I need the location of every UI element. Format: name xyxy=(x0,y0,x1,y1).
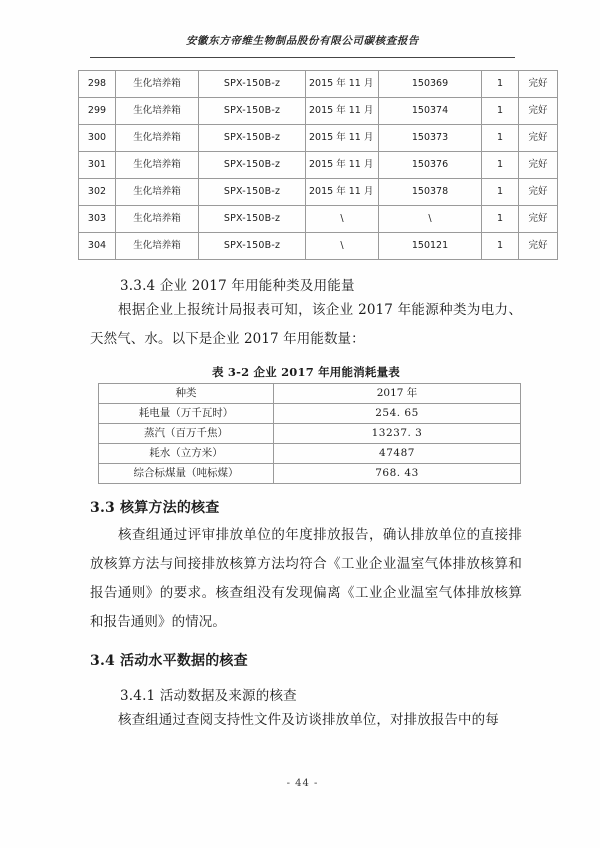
cell-model: SPX-150B-z xyxy=(199,206,306,233)
cell-energy-value: 47487 xyxy=(274,444,521,464)
table-row xyxy=(99,464,521,484)
cell-status: 完好 xyxy=(519,233,558,260)
cell-model: SPX-150B-z xyxy=(199,152,306,179)
section-3-3-paragraph: 核查组通过评审排放单位的年度排放报告，确认排放单位的直接排放核算方法与间接排放核算方法均符合《工业企业温室气体排放核算和报告通则》的要求。核查组没有发现偏离《工业企业温室气体排放核算和报告通则》的情况。 xyxy=(90,527,522,630)
section-heading-3-3-4: 3.3.4 企业 2017 年用能种类及用能量 xyxy=(120,278,355,294)
section-heading-3-4-1: 3.4.1 活动数据及来源的核查 xyxy=(120,688,297,704)
cell-index: 299 xyxy=(79,98,116,125)
cell-status: 完好 xyxy=(519,152,558,179)
section-heading-3-3: 3.3 核算方法的核查 xyxy=(90,500,220,516)
cell-date: 2015 年 11 月 xyxy=(306,152,379,179)
running-header xyxy=(90,33,515,48)
cell-serial: 150369 xyxy=(379,71,482,98)
table-row xyxy=(99,444,521,464)
cell-qty: 1 xyxy=(482,206,519,233)
cell-energy-label: 蒸汽（百万千焦） xyxy=(99,424,274,444)
cell-qty: 1 xyxy=(482,233,519,260)
table-row xyxy=(79,98,558,125)
column-header-category: 种类 xyxy=(99,384,274,404)
cell-model: SPX-150B-z xyxy=(199,233,306,260)
cell-energy-value: 254. 65 xyxy=(274,404,521,424)
cell-serial: 150121 xyxy=(379,233,482,260)
equipment-table-body xyxy=(79,71,558,260)
cell-date: 2015 年 11 月 xyxy=(306,179,379,206)
cell-date: \ xyxy=(306,206,379,233)
cell-energy-value: 768. 43 xyxy=(274,464,521,484)
cell-index: 302 xyxy=(79,179,116,206)
cell-name: 生化培养箱 xyxy=(116,125,199,152)
cell-serial: 150376 xyxy=(379,152,482,179)
cell-energy-label: 综合标煤量（吨标煤） xyxy=(99,464,274,484)
cell-qty: 1 xyxy=(482,125,519,152)
cell-serial: \ xyxy=(379,206,482,233)
cell-energy-value: 13237. 3 xyxy=(274,424,521,444)
table-header-row xyxy=(99,384,521,404)
cell-model: SPX-150B-z xyxy=(199,98,306,125)
table-row xyxy=(99,424,521,444)
cell-name: 生化培养箱 xyxy=(116,206,199,233)
cell-status: 完好 xyxy=(519,125,558,152)
cell-model: SPX-150B-z xyxy=(199,125,306,152)
table-row xyxy=(79,125,558,152)
equipment-inventory-table xyxy=(78,70,558,260)
column-header-year: 2017 年 xyxy=(274,384,521,404)
cell-qty: 1 xyxy=(482,152,519,179)
cell-qty: 1 xyxy=(482,179,519,206)
section-3-3-4-paragraph: 根据企业上报统计局报表可知，该企业 2017 年能源种类为电力、天然气、水。以下是企业 2017 年用能数量： xyxy=(90,302,522,347)
cell-date: 2015 年 11 月 xyxy=(306,125,379,152)
cell-date: 2015 年 11 月 xyxy=(306,98,379,125)
cell-model: SPX-150B-z xyxy=(199,179,306,206)
table-row xyxy=(79,179,558,206)
cell-status: 完好 xyxy=(519,206,558,233)
cell-energy-label: 耗电量（万千瓦时） xyxy=(99,404,274,424)
table-row xyxy=(99,404,521,424)
cell-status: 完好 xyxy=(519,179,558,206)
table-row xyxy=(79,206,558,233)
cell-name: 生化培养箱 xyxy=(116,152,199,179)
cell-index: 303 xyxy=(79,206,116,233)
cell-index: 301 xyxy=(79,152,116,179)
energy-table-body xyxy=(99,384,521,484)
section-3-4-1-paragraph: 核查组通过查阅支持性文件及访谈排放单位，对排放报告中的每 xyxy=(118,712,499,728)
page-content xyxy=(78,70,548,735)
cell-name: 生化培养箱 xyxy=(116,179,199,206)
header-divider xyxy=(90,57,515,58)
energy-consumption-table xyxy=(98,383,521,484)
cell-energy-label: 耗水（立方米） xyxy=(99,444,274,464)
cell-name: 生化培养箱 xyxy=(116,98,199,125)
table-row xyxy=(79,152,558,179)
cell-index: 300 xyxy=(79,125,116,152)
cell-name: 生化培养箱 xyxy=(116,71,199,98)
cell-qty: 1 xyxy=(482,98,519,125)
cell-date: \ xyxy=(306,233,379,260)
energy-table-caption: 表 3-2 企业 2017 年用能消耗量表 xyxy=(212,365,400,379)
cell-qty: 1 xyxy=(482,71,519,98)
cell-name: 生化培养箱 xyxy=(116,233,199,260)
report-title: 安徽东方帝维生物制品股份有限公司碳核查报告 xyxy=(185,35,420,47)
cell-serial: 150374 xyxy=(379,98,482,125)
cell-serial: 150378 xyxy=(379,179,482,206)
page-number: - 44 - xyxy=(286,778,319,789)
cell-index: 298 xyxy=(79,71,116,98)
cell-status: 完好 xyxy=(519,98,558,125)
cell-serial: 150373 xyxy=(379,125,482,152)
cell-date: 2015 年 11 月 xyxy=(306,71,379,98)
cell-index: 304 xyxy=(79,233,116,260)
cell-status: 完好 xyxy=(519,71,558,98)
table-row xyxy=(79,233,558,260)
table-row xyxy=(79,71,558,98)
cell-model: SPX-150B-z xyxy=(199,71,306,98)
section-heading-3-4: 3.4 活动水平数据的核查 xyxy=(90,653,248,669)
